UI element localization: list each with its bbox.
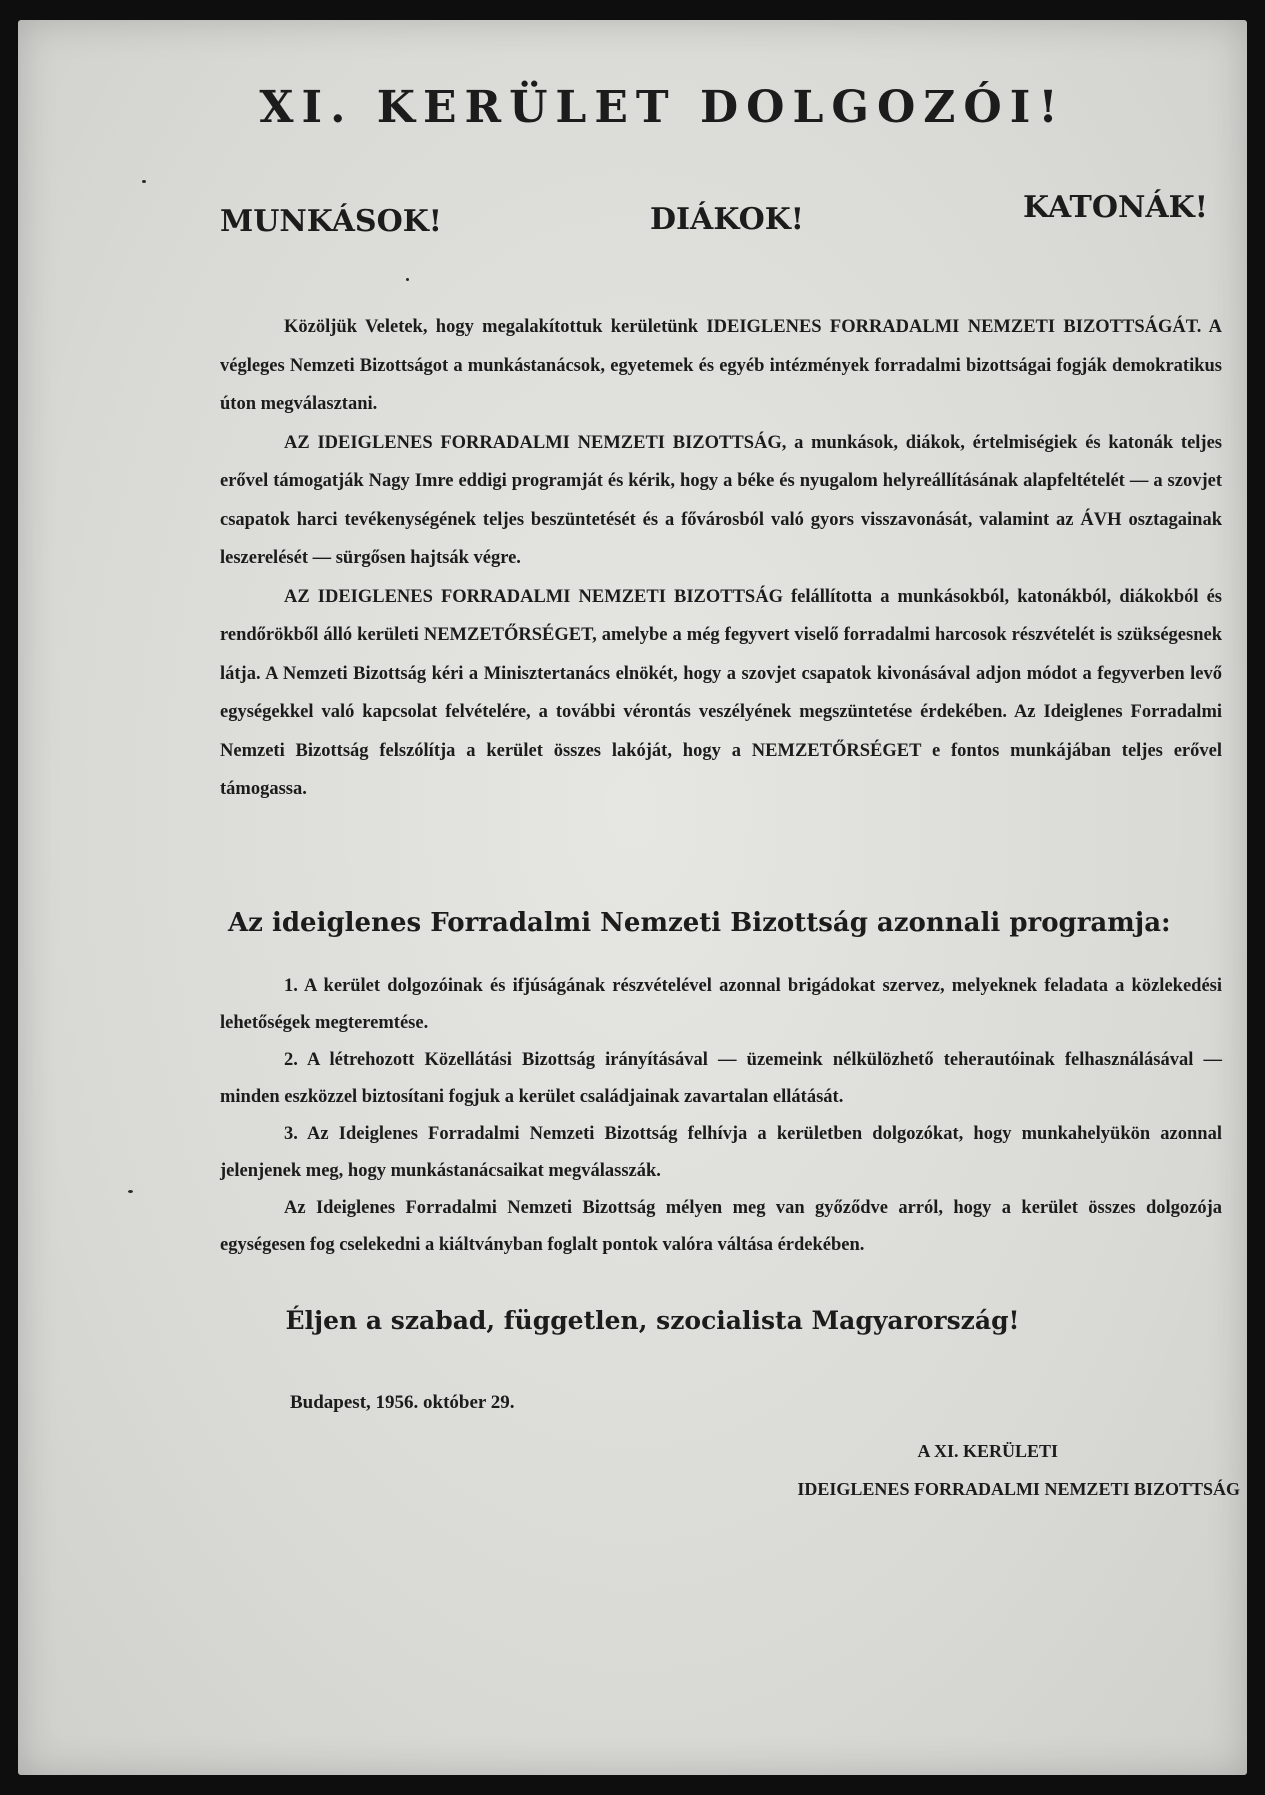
salutation-students: DIÁKOK! [650, 202, 804, 237]
poster-sheet [18, 20, 1247, 1775]
signature-line-2: IDEIGLENES FORRADALMI NEMZETI BIZOTTSÁG [797, 1479, 1240, 1499]
dust-speck [142, 180, 146, 183]
program-item: 1. A kerület dolgozóinak és ifjúságának részvételével azonnal brigádokat szervez, melyeknek feladata a közlekedési lehetőségek megteremtése. [220, 976, 1222, 1033]
salutation-soldiers: KATONÁK! [1023, 190, 1208, 225]
paragraph-founding: Közöljük Veletek, hogy megalakítottuk kerületünk IDEIGLENES FORRADALMI NEMZETI BIZOTTSÁGÁT. A végleges Nemzeti Bizottságot a munkástanácsok, egyetemek és egyéb intézmények forradalmi bizottságai fogják demokratikus úton megválasztani. [220, 317, 1222, 414]
salutation-workers: MUNKÁSOK! [220, 204, 442, 239]
signature-block [680, 1432, 1240, 1508]
place-date: Budapest, 1956. október 29. [290, 1392, 515, 1413]
program-item: 3. Az Ideiglenes Forradalmi Nemzeti Bizottság felhívja a kerületben dolgozókat, hogy munkahelyükön azonnal jelenjenek meg, hogy munkástanácsaikat megválasszák. [220, 1124, 1222, 1181]
paragraph-national-guard: AZ IDEIGLENES FORRADALMI NEMZETI BIZOTTSÁG felállította a munkásokból, katonákból, diákokból és rendőrökből álló kerületi NEMZETŐRSÉGET, amelybe a még fegyvert viselő forradalmi harcosok részvételét is szükségesnek látja. A Nemzeti Bizottság kéri a Minisztertanács elnökét, hogy a szovjet csapatok kivonásával adjon módot a fegyverben levő egységekkel való kapcsolat felvételére, a további vérontás veszélyének megszüntetése érdekében. Az Ideiglenes Forradalmi Nemzeti Bizottság felszólítja a kerület összes lakóját, hogy a NEMZETŐRSÉGET e fontos munkájában teljes erővel támogassa. [220, 586, 1222, 799]
program-item: 2. A létrehozott Közellátási Bizottság irányításával — üzemeink nélkülözhető teherautóinak felhasználásával — minden eszközzel biztosítani fogjuk a kerület családjainak zavartalan ellátását. [220, 1050, 1222, 1107]
paragraph-demands: AZ IDEIGLENES FORRADALMI NEMZETI BIZOTTSÁG, a munkások, diákok, értelmiségiek és katonák teljes erővel támogatják Nagy Imre eddigi programját és kérik, hogy a béke és nyugalom helyreállításának alapfeltételét — a szovjet csapatok harci tevékenységének teljes beszüntetését és a fővárosból való gyors visszavonását, valamint az ÁVH osztagainak leszerelését — sürgősen hajtsák végre. [220, 432, 1222, 568]
poster-title: XI. KERÜLET DOLGOZÓI! [259, 82, 1066, 133]
program-list [220, 968, 1222, 1264]
dust-speck [128, 1190, 133, 1193]
closing-slogan: Éljen a szabad, független, szocialista Magyarország! [285, 1306, 1020, 1335]
program-heading: Az ideiglenes Forradalmi Nemzeti Bizottság azonnali programja: [228, 908, 1171, 938]
announcement-body [220, 308, 1222, 809]
dust-speck [406, 278, 409, 281]
program-conclusion: Az Ideiglenes Forradalmi Nemzeti Bizottság mélyen meg van győződve arról, hogy a kerület összes dolgozója egységesen fog cselekedni a kiáltványban foglalt pontok valóra váltása érdekében. [220, 1198, 1222, 1255]
signature-line-1: A XI. KERÜLETI [917, 1441, 1058, 1461]
